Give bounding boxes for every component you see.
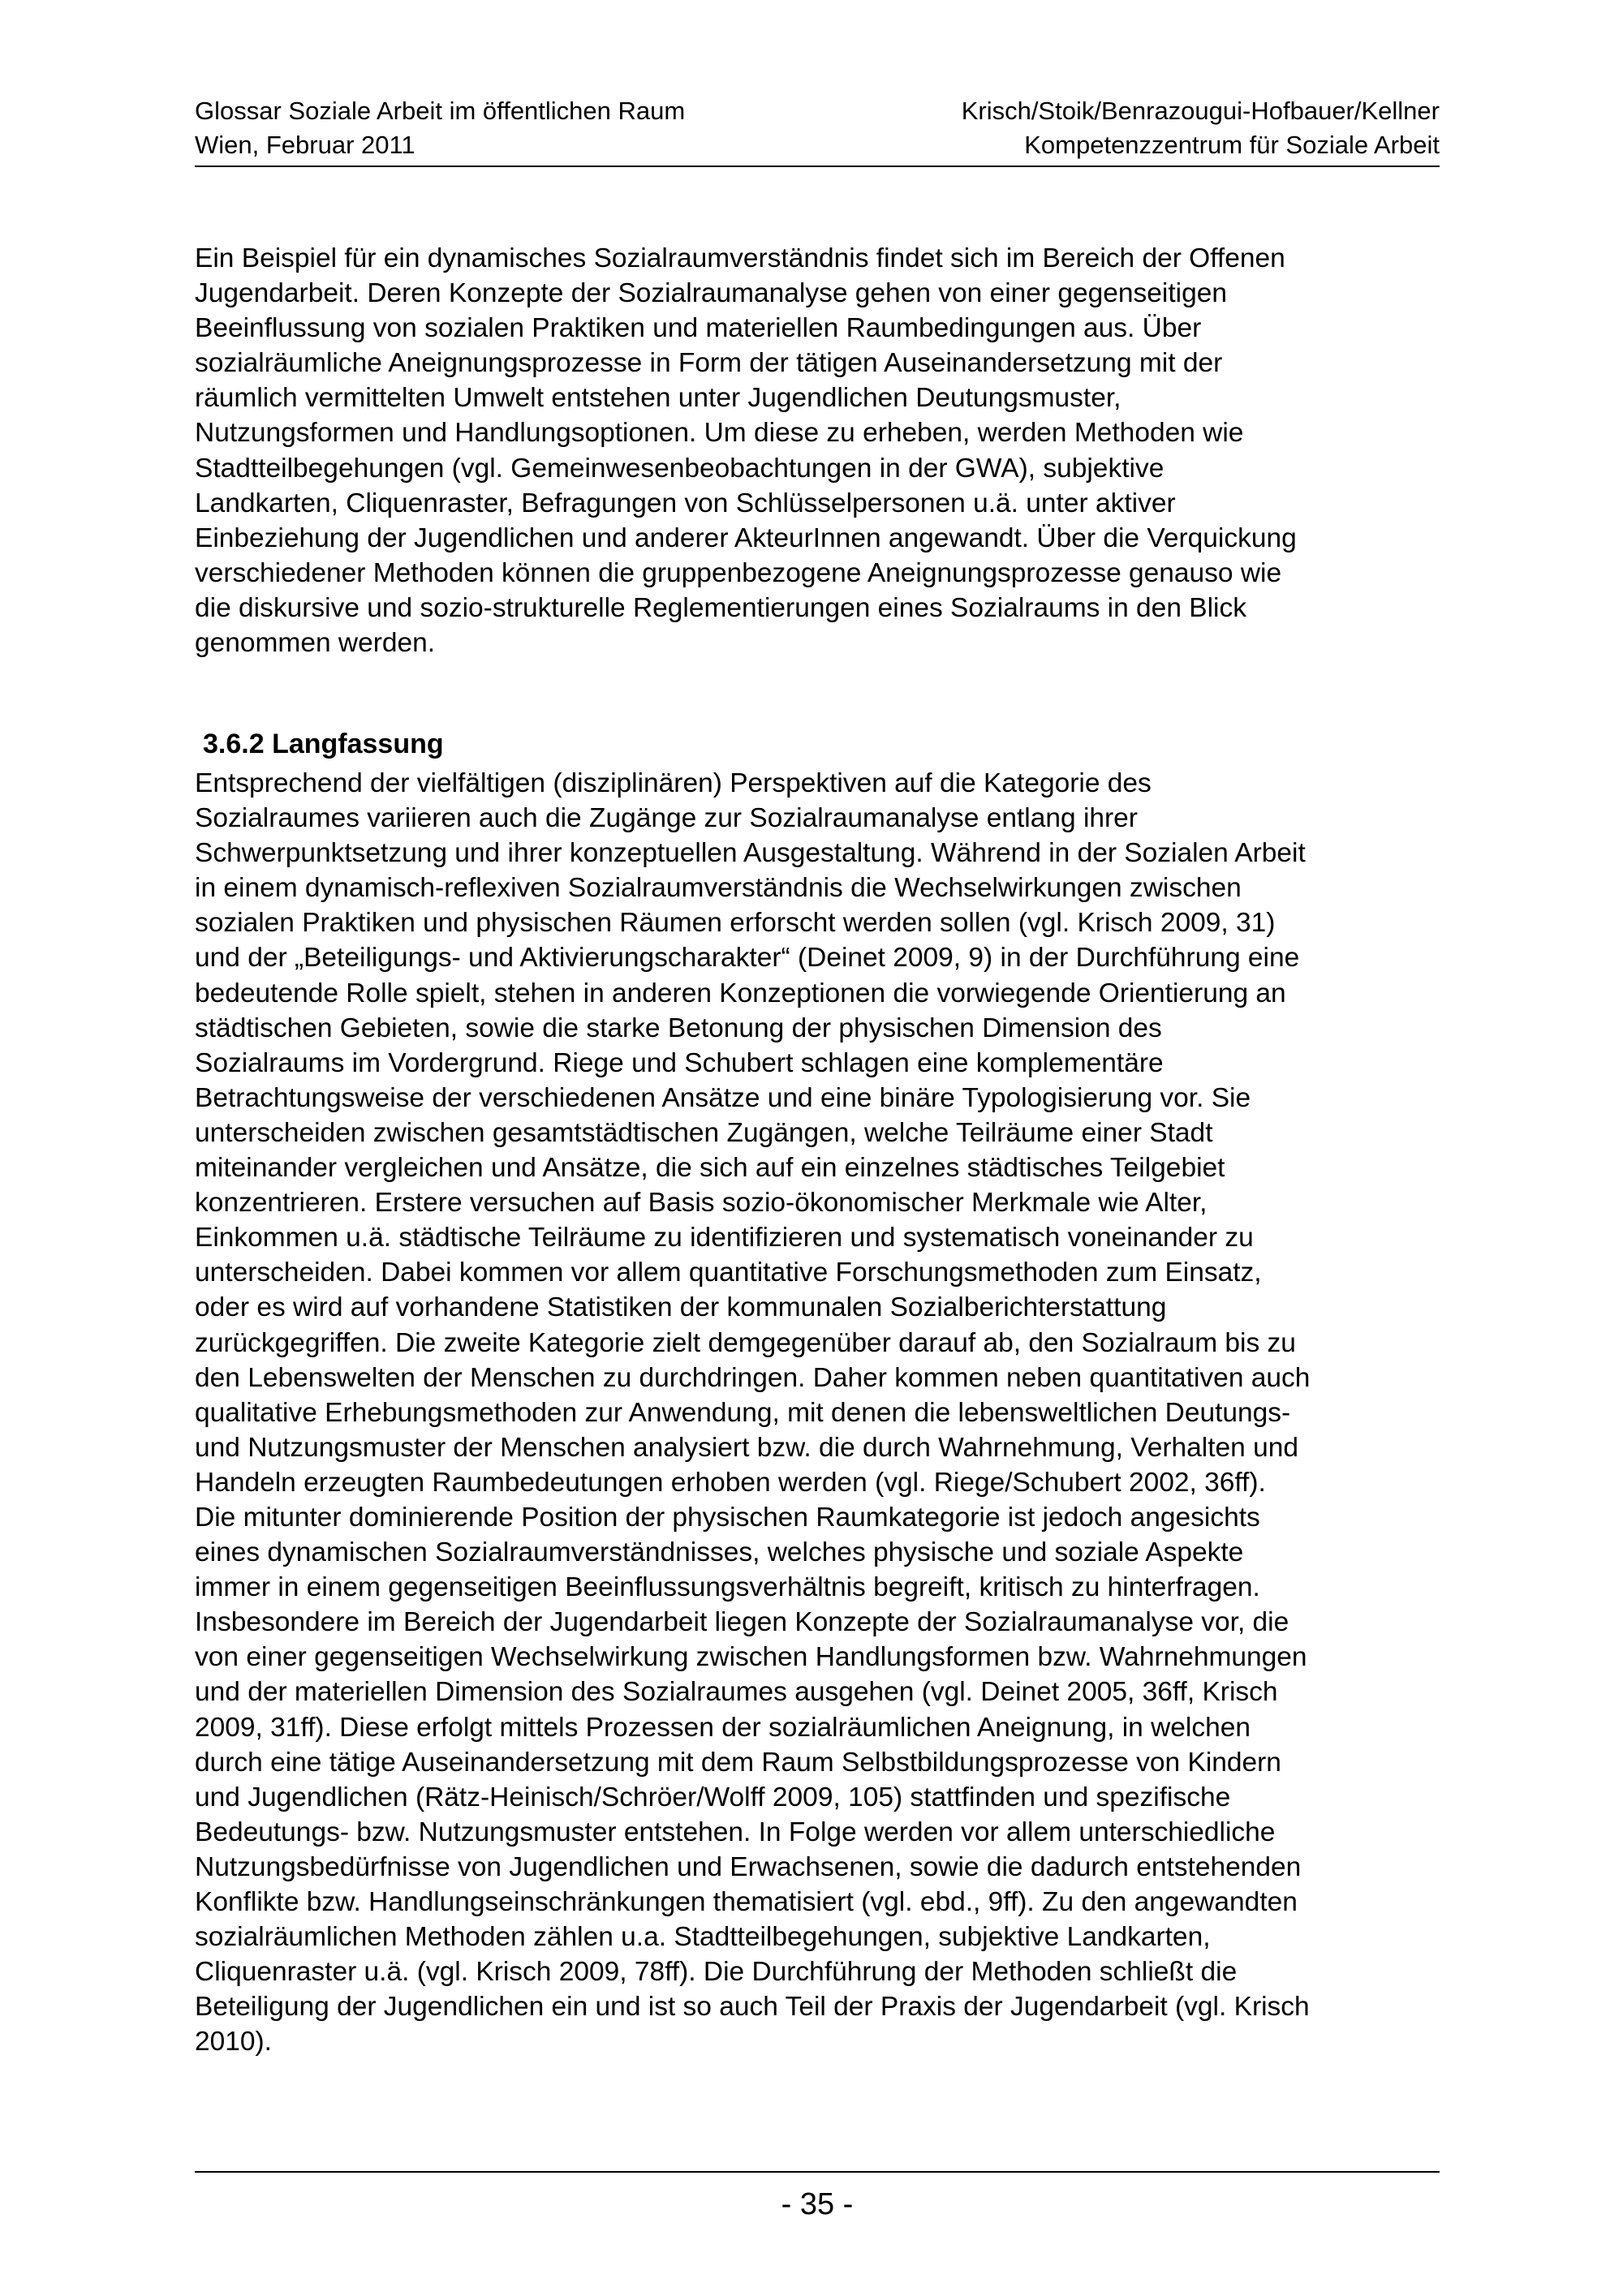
text-line: Sozialraumes variieren auch die Zugänge zur Sozialraumanalyse entlang ihrer (195, 803, 1138, 834)
text-line: unterscheiden zwischen gesamtstädtischen Zugängen, welche Teilräume einer Stadt (195, 1117, 1213, 1148)
text-line: und Nutzungsmuster der Menschen analysiert bzw. die durch Wahrnehmung, Verhalten und (195, 1432, 1299, 1463)
text-line: verschiedener Methoden können die gruppenbezogene Aneignungsprozesse genauso wie (195, 557, 1282, 588)
text-line: Bedeutungs- bzw. Nutzungsmuster entstehen. In Folge werden vor allem unterschiedliche (195, 1817, 1276, 1847)
text-line: und der materiellen Dimension des Sozialraumes ausgehen (vgl. Deinet 2005, 36ff, Krisch (195, 1677, 1278, 1708)
paragraph-intro (195, 241, 1444, 660)
text-line: immer in einem gegenseitigen Beeinflussungsverhältnis begreift, kritisch zu hinterfragen. (195, 1572, 1260, 1603)
text-line: und Jugendlichen (Rätz-Heinisch/Schröer/Wolff 2009, 105) stattfinden und spezifische (195, 1782, 1231, 1812)
text-line: 2010). (195, 2027, 272, 2057)
text-line: Jugendarbeit. Deren Konzepte der Sozialraumanalyse gehen von einer gegenseitigen (195, 278, 1228, 309)
text-line: in einem dynamisch-reflexiven Sozialraumverständnis die Wechselwirkungen zwischen (195, 873, 1242, 904)
paragraph-langfassung (195, 766, 1444, 2059)
text-line: genommen werden. (195, 628, 436, 659)
header-authors: Krisch/Stoik/Benrazougui-Hofbauer/Kellner (961, 97, 1440, 125)
text-line: durch eine tätige Auseinandersetzung mit dem Raum Selbstbildungsprozesse von Kindern (195, 1747, 1281, 1778)
text-line: Stadtteilbegehungen (vgl. Gemeinwesenbeobachtungen in der GWA), subjektive (195, 453, 1165, 484)
section-heading: 3.6.2 Langfassung (203, 729, 444, 759)
text-line: sozialräumliche Aneignungsprozesse in Form der tätigen Auseinandersetzung mit der (195, 348, 1223, 379)
text-line: Nutzungsbedürfnisse von Jugendlichen und Erwachsenen, sowie die dadurch entstehenden (195, 1851, 1302, 1882)
text-line: eines dynamischen Sozialraumverständnisses, welches physische und soziale Aspekte (195, 1537, 1244, 1568)
text-line: qualitative Erhebungsmethoden zur Anwendung, mit denen die lebensweltlichen Deutungs- (195, 1397, 1291, 1428)
header-document-title: Glossar Soziale Arbeit im öffentlichen Raum (195, 97, 686, 125)
header-date: Wien, Februar 2011 (195, 131, 415, 159)
text-line: sozialräumlichen Methoden zählen u.a. Stadtteilbegehungen, subjektive Landkarten, (195, 1922, 1211, 1953)
text-line: Konflikte bzw. Handlungseinschränkungen thematisiert (vgl. ebd., 9ff). Zu den angewandten (195, 1887, 1298, 1917)
text-line: Landkarten, Cliquenraster, Befragungen von Schlüsselpersonen u.ä. unter aktiver (195, 488, 1176, 518)
header-organization: Kompetenzzentrum für Soziale Arbeit (1024, 131, 1440, 159)
text-line: unterscheiden. Dabei kommen vor allem quantitative Forschungsmethoden zum Einsatz, (195, 1258, 1262, 1288)
text-line: Einbeziehung der Jugendlichen und anderer AkteurInnen angewandt. Über die Verquickung (195, 522, 1297, 553)
text-line: städtischen Gebieten, sowie die starke Betonung der physischen Dimension des (195, 1013, 1162, 1043)
page-number: - 35 - (781, 2187, 854, 2221)
text-line: oder es wird auf vorhandene Statistiken der kommunalen Sozialberichterstattung (195, 1292, 1167, 1323)
text-line: Betrachtungsweise der verschiedenen Ansätze und eine binäre Typologisierung vor. Sie (195, 1082, 1251, 1113)
text-line: Insbesondere im Bereich der Jugendarbeit liegen Konzepte der Sozialraumanalyse vor, die (195, 1607, 1289, 1638)
text-line: Einkommen u.ä. städtische Teilräume zu identifizieren und systematisch voneinander zu (195, 1223, 1254, 1253)
text-line: Ein Beispiel für ein dynamisches Sozialraumverständnis findet sich im Bereich der Offenen (195, 243, 1285, 273)
page-footer (195, 2171, 1440, 2221)
text-line: die diskursive und sozio-strukturelle Reglementierungen eines Sozialraums in den Blick (195, 592, 1246, 623)
text-line: 2009, 31ff). Diese erfolgt mittels Prozessen der sozialräumlichen Aneignung, in welchen (195, 1712, 1251, 1743)
text-line: räumlich vermittelten Umwelt entstehen unter Jugendlichen Deutungsmuster, (195, 383, 1121, 414)
text-line: zurückgegriffen. Die zweite Kategorie zielt demgegenüber darauf ab, den Sozialraum bis zu (195, 1327, 1296, 1358)
text-line: konzentrieren. Erstere versuchen auf Basis sozio-ökonomischer Merkmale wie Alter, (195, 1188, 1208, 1219)
text-line: Entsprechend der vielfältigen (disziplinären) Perspektiven auf die Kategorie des (195, 768, 1152, 798)
text-line: von einer gegenseitigen Wechselwirkung zwischen Handlungsformen bzw. Wahrnehmungen (195, 1642, 1307, 1673)
text-line: den Lebenswelten der Menschen zu durchdringen. Daher kommen neben quantitativen auch (195, 1362, 1311, 1393)
text-line: Die mitunter dominierende Position der physischen Raumkategorie ist jedoch angesichts (195, 1502, 1260, 1533)
text-line: Nutzungsformen und Handlungsoptionen. Um diese zu erheben, werden Methoden wie (195, 418, 1244, 449)
text-line: Sozialraums im Vordergrund. Riege und Schubert schlagen eine komplementäre (195, 1047, 1164, 1078)
text-line: bedeutende Rolle spielt, stehen in anderen Konzeptionen die vorwiegende Orientierung an (195, 978, 1286, 1008)
text-line: und der „Beteiligungs- und Aktivierungscharakter“ (Deinet 2009, 9) in der Durchführung eine (195, 943, 1300, 974)
text-line: Schwerpunktsetzung und ihrer konzeptuellen Ausgestaltung. Während in der Sozialen Arbeit (195, 838, 1306, 869)
text-line: Beeinflussung von sozialen Praktiken und materiellen Raumbedingungen aus. Über (195, 313, 1202, 344)
text-line: Handeln erzeugten Raumbedeutungen erhoben werden (vgl. Riege/Schubert 2002, 36ff). (195, 1467, 1266, 1498)
text-line: miteinander vergleichen und Ansätze, die sich auf ein einzelnes städtisches Teilgebiet (195, 1153, 1225, 1184)
text-line: Beteiligung der Jugendlichen ein und ist so auch Teil der Praxis der Jugendarbeit (vgl. Krisch (195, 1992, 1310, 2023)
text-line: sozialen Praktiken und physischen Räumen erforscht werden sollen (vgl. Krisch 2009, 31) (195, 908, 1276, 939)
page-header (195, 94, 1440, 167)
text-line: Cliquenraster u.ä. (vgl. Krisch 2009, 78ff). Die Durchführung der Methoden schließt die (195, 1957, 1238, 1988)
